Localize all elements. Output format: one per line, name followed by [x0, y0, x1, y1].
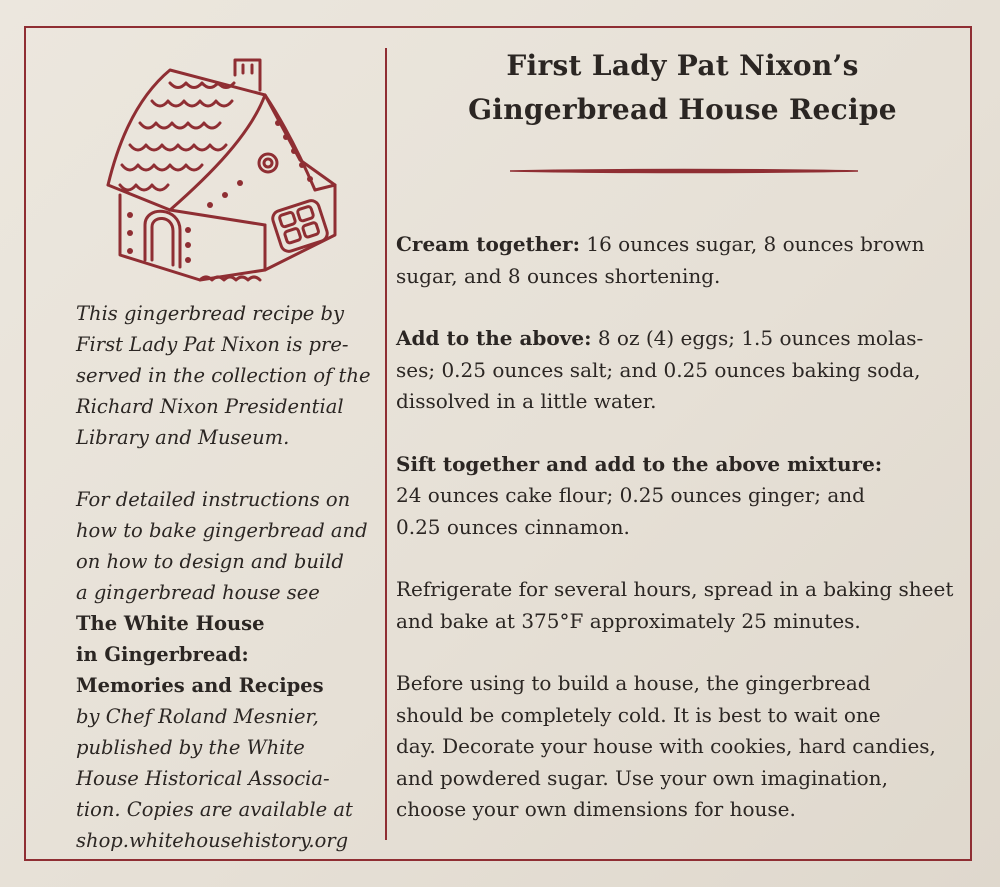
reference-line: on how to design and build: [76, 550, 344, 573]
recipe-title: [410, 44, 955, 132]
reference-line: how to bake gingerbread and: [76, 519, 368, 542]
finish-line: day. Decorate your house with cookies, hard candies,: [396, 734, 936, 758]
column-divider: [385, 48, 387, 840]
step-label: Cream together:: [396, 232, 580, 256]
step-text: 8 oz (4) eggs; 1.5 ounces molas-: [591, 326, 924, 350]
step-cream: [396, 229, 956, 292]
step-text: ses; 0.25 ounces salt; and 0.25 ounces baking soda,: [396, 357, 921, 382]
step-label: Add to the above:: [396, 326, 592, 350]
intro-line: This gingerbread recipe by: [76, 302, 345, 325]
reference-line: For detailed instructions on: [76, 488, 351, 511]
finish-line: and powdered sugar. Use your own imagination,: [396, 765, 888, 790]
intro-line: First Lady Pat Nixon is pre-: [76, 333, 349, 356]
publisher-line: published by the White: [76, 736, 305, 759]
publisher-line: shop.whitehousehistory.org: [76, 829, 349, 852]
step-text: dissolved in a little water.: [396, 389, 657, 413]
intro-line: Richard Nixon Presidential: [76, 395, 344, 418]
step-label: Sift together and add to the above mixture:: [396, 451, 883, 476]
recipe-instructions: [396, 229, 956, 857]
book-title-line: Memories and Recipes: [76, 674, 324, 697]
publisher-line: tion. Copies are available at: [76, 798, 353, 821]
sidebar-notes: [76, 298, 376, 856]
title-line-2: Gingerbread House Recipe: [468, 93, 897, 126]
finish-paragraph: [396, 668, 956, 826]
title-line-1: First Lady Pat Nixon’s: [506, 49, 859, 82]
book-title-line: The White House: [76, 612, 265, 635]
finish-line: should be completely cold. It is best to wait one: [396, 702, 881, 727]
step-text: sugar, and 8 ounces shortening.: [396, 263, 721, 288]
book-title-line: in Gingerbread:: [76, 643, 249, 666]
bake-line: Refrigerate for several hours, spread in a baking sheet: [396, 577, 954, 601]
step-sift: [396, 449, 956, 544]
intro-line: served in the collection of the: [76, 364, 371, 387]
publisher-line: by Chef Roland Mesnier,: [76, 705, 319, 728]
step-text: 0.25 ounces cinnamon.: [396, 514, 630, 539]
publisher-line: House Historical Associa-: [76, 767, 330, 790]
intro-line: Library and Museum.: [76, 426, 290, 449]
reference-line: a gingerbread house see: [76, 581, 320, 604]
step-text: 16 ounces sugar, 8 ounces brown: [579, 232, 925, 256]
bake-paragraph: [396, 574, 956, 637]
bake-line: and bake at 375°F approximately 25 minutes.: [396, 608, 861, 633]
gingerbread-house-icon: [100, 55, 350, 290]
finish-line: choose your own dimensions for house.: [396, 797, 796, 821]
title-swash: [510, 164, 858, 178]
step-add: [396, 323, 956, 418]
finish-line: Before using to build a house, the gingerbread: [396, 671, 871, 695]
step-text: 24 ounces cake flour; 0.25 ounces ginger; and: [396, 483, 865, 507]
